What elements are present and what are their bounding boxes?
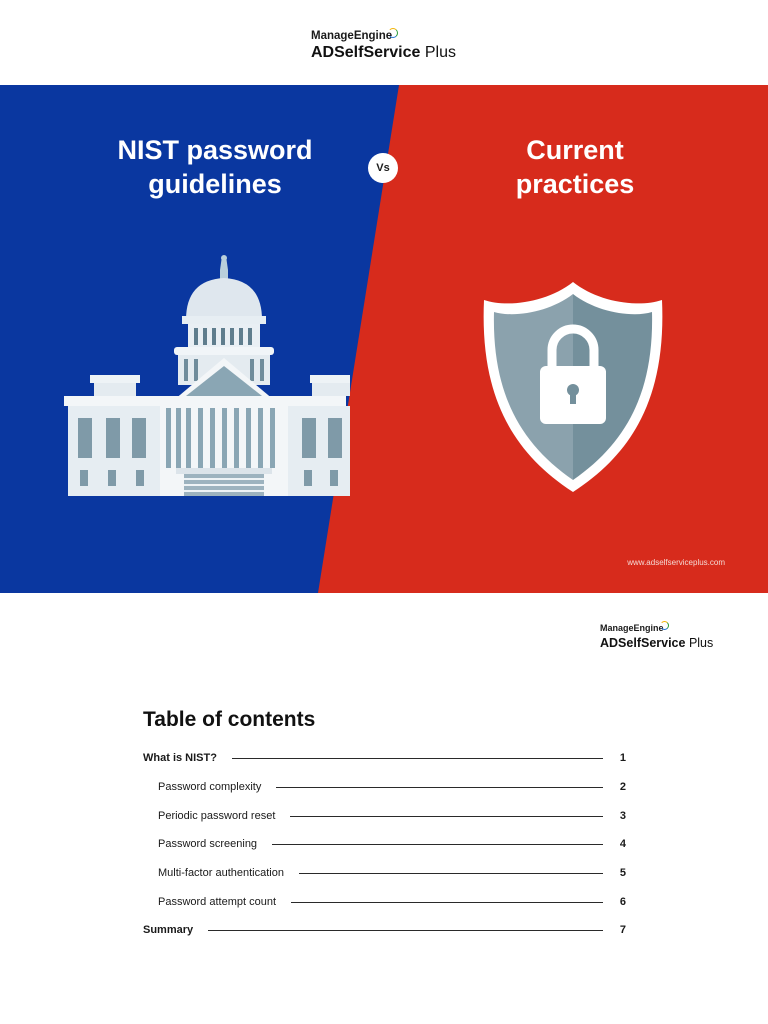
toc-entry[interactable]	[143, 808, 626, 824]
toc-entry-label: What is NIST?	[143, 752, 217, 764]
logo-arc-icon	[388, 28, 398, 38]
logo-arc-icon	[660, 621, 669, 630]
toc-leader	[208, 930, 603, 931]
shield-lock-icon	[478, 280, 668, 495]
logo-brand: ManageEngine	[600, 624, 664, 633]
capitol-building-icon	[60, 250, 350, 500]
toc-entry[interactable]	[143, 865, 626, 881]
nist-title: NIST password guidelines	[117, 135, 313, 199]
current-practices-title: Current practices	[515, 135, 635, 199]
toc-title: Table of contents	[143, 708, 316, 731]
toc-entry-label: Password screening	[158, 838, 258, 850]
cover-banner	[0, 85, 768, 593]
toc-entry[interactable]	[143, 836, 626, 852]
toc-leader	[299, 873, 603, 874]
toc-entry-label: Periodic password reset	[158, 810, 276, 822]
toc-entry-label: Multi-factor authentication	[158, 867, 284, 879]
logo-product: ADSelfService Plus	[311, 44, 456, 61]
toc-page-number: 7	[619, 924, 626, 936]
toc-leader	[272, 844, 603, 845]
toc-page-number: 4	[619, 838, 626, 850]
toc-page-number: 6	[619, 896, 626, 908]
brand-logo	[311, 27, 456, 61]
toc-page-number: 2	[619, 781, 626, 793]
toc-leader	[291, 902, 603, 903]
toc-page-number: 1	[619, 752, 626, 764]
toc-entry-label: Summary	[143, 924, 194, 936]
logo-product: ADSelfService Plus	[600, 636, 714, 650]
toc-leader	[290, 816, 603, 817]
toc-entry[interactable]	[143, 894, 626, 910]
toc-leader	[232, 758, 603, 759]
logo-brand: ManageEngine	[311, 31, 392, 43]
toc-entry[interactable]	[143, 779, 626, 795]
vs-badge: Vs	[368, 153, 398, 183]
toc-entry[interactable]	[143, 922, 626, 938]
toc-entry-label: Password attempt count	[158, 896, 277, 908]
toc-page-number: 5	[619, 867, 626, 879]
brand-logo-secondary	[600, 619, 713, 650]
toc-entry-label: Password complexity	[158, 781, 262, 793]
website-url: www.adselfserviceplus.com	[627, 558, 725, 567]
toc-leader	[276, 787, 603, 788]
toc-page-number: 3	[619, 810, 626, 822]
toc-entry[interactable]	[143, 750, 626, 766]
